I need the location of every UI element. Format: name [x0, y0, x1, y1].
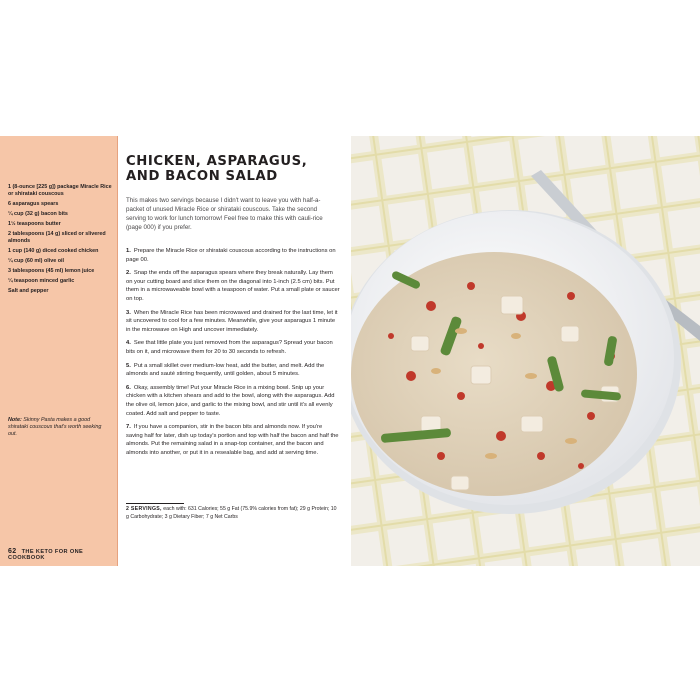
- ingredient-list: [8, 184, 112, 298]
- servings-label: 2 SERVINGS,: [126, 506, 162, 512]
- step-number: 1.: [126, 248, 131, 254]
- step-text: Snap the ends off the asparagus spears where they break naturally. Lay them on your cutting board and slice them on the diagonal into 1-inch (2.5 cm) bits. Put them in a microwaveable bowl with a teaspoon of water. Put a small plate or saucer on top.: [126, 270, 340, 302]
- ingredient-item: Salt and pepper: [8, 288, 49, 295]
- step-number: 5.: [126, 362, 131, 369]
- step-text: Prepare the Miracle Rice or shirataki couscous according to the instructions on page 00.: [126, 248, 336, 263]
- book-title: THE KETO FOR ONE COOKBOOK: [8, 549, 84, 561]
- note: [8, 417, 108, 439]
- divider: [126, 503, 184, 504]
- page-footer: [8, 548, 117, 561]
- servings-text: each with: 631 Calories; 55 g Fat (75.9% calories from fat); 29 g Protein; 10 g Carbohydrate; 3 g Dietary Fiber; 7 g Net Carbs: [126, 506, 337, 520]
- recipe-step: [126, 423, 340, 457]
- step-number: 7.: [126, 424, 131, 431]
- recipe-steps: [126, 247, 340, 462]
- ingredient-item: ¼ teaspoon minced garlic: [8, 278, 75, 285]
- salad-bowl-image: [351, 136, 700, 566]
- ingredient-item: 1 cup (140 g) diced cooked chicken: [8, 248, 99, 255]
- ingredient-item: ¼ cup (60 ml) olive oil: [8, 258, 65, 265]
- ingredients-sidebar: [0, 136, 118, 566]
- ingredient-item: 6 asparagus spears: [8, 201, 59, 208]
- recipe-step: [126, 362, 340, 379]
- step-number: 4.: [126, 340, 131, 347]
- recipe-intro: This makes two servings because I didn't want to leave you with half-a-packet of unused Miracle Rice or shirataki couscous. Take the second serving to work for lunch tomorrow! Feel free to make this with cauli-rice (page 000) if you prefer.: [126, 197, 323, 231]
- ingredient-item: 3 tablespoons (45 ml) lemon juice: [8, 268, 95, 275]
- ingredient-item: 2 tablespoons (14 g) sliced or slivered almonds: [8, 231, 106, 245]
- page-number: 62: [8, 548, 17, 555]
- step-text: See that little plate you just removed from the asparagus? Spread your bacon bits on it, and microwave them for 20 to 30 seconds to refresh.: [126, 340, 333, 355]
- note-text: Skinny Pasta makes a good shirataki couscous that's worth seeking out.: [8, 417, 102, 438]
- recipe-step: [126, 339, 340, 356]
- recipe-step: [126, 384, 340, 418]
- recipe-title: CHICKEN, ASPARAGUS, AND BACON SALAD: [126, 154, 308, 184]
- step-text: Put a small skillet over medium-low heat, add the butter, and melt. Add the almonds and sauté stirring frequently, until golden, about 5 minutes.: [126, 362, 325, 378]
- ingredient-item: 1½ teaspoons butter: [8, 221, 61, 228]
- step-text: Okay, assembly time! Put your Miracle Rice in a mixing bowl. Snip up your chicken with a kitchen shears and add to the bowl, along with the asparagus. Add the olive oil, lemon juice, and garlic to the mixing bowl, and stir until it's all evenly coated. Add salt and pepper to taste.: [126, 384, 335, 417]
- salad-photo: [351, 136, 700, 566]
- recipe-step: [126, 247, 340, 264]
- step-number: 2.: [126, 270, 131, 277]
- step-number: 6.: [126, 384, 131, 391]
- step-text: If you have a companion, stir in the bacon bits and almonds now. If you're saving half for later, dish up today's portion and top with half the bacon and half the almonds. Put the remaining salad in a snap-top container, and the bacon and almonds into another, or put it in a resealable bag, and add at serving time.: [126, 424, 339, 456]
- recipe-step: [126, 309, 340, 335]
- note-label: Note:: [8, 417, 22, 423]
- step-text: When the Miracle Rice has been microwaved and drained for the last time, let it sit uncovered to cool for a few minutes. Meanwhile, give your asparagus 1 minute in the microwave on High and uncover immediately.: [126, 309, 338, 333]
- ingredient-item: 1 (8-ounce [225 g]) package Miracle Rice or shirataki couscous: [8, 184, 112, 198]
- nutrition-info: [126, 506, 338, 521]
- step-number: 3.: [126, 309, 131, 316]
- ingredient-item: ¼ cup (32 g) bacon bits: [8, 211, 68, 218]
- recipe-step: [126, 269, 340, 303]
